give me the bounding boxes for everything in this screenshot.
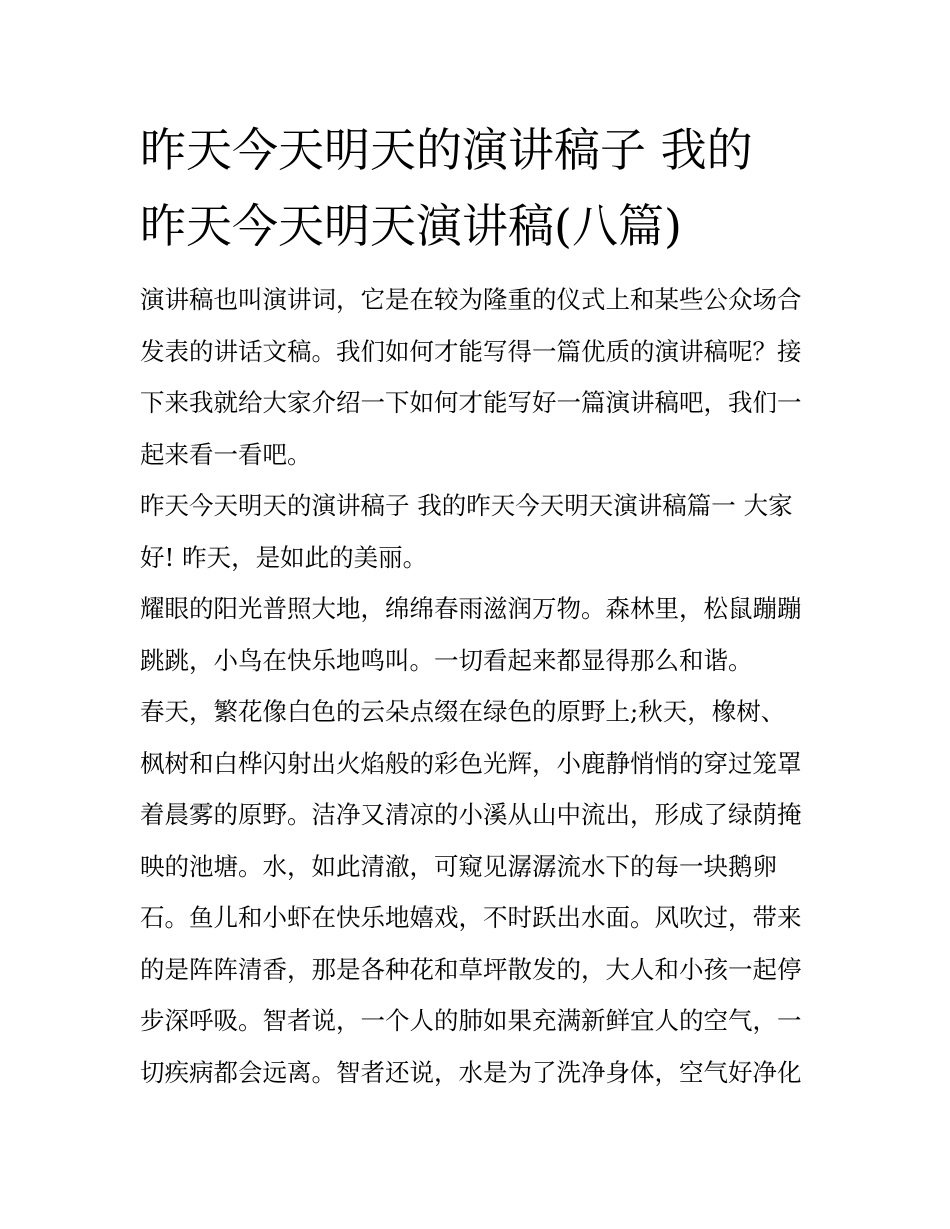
document-title: 昨天今天明天的演讲稿子 我的 昨天今天明天演讲稿(八篇): [140, 123, 753, 253]
paragraph-seasons: 春天，繁花像白色的云朵点缀在绿色的原野上;秋天，橡树、 枫树和白桦闪射出火焰般的彩色光辉，小鹿静悄悄的穿过笼罩 着晨雾的原野。洁净又清凉的小溪从山中流出，形成了绿荫掩 映的池塘。水，如此清澈，可窥见潺潺流水下的每一块鹅卵 石。鱼儿和小虾在快乐地嬉戏，不时跃出水面。风吹过，带来 的是阵阵清香，那是各种花和草坪散发的，大人和小孩一起停 步深呼吸。智者说，一个人的肺如果充满新鲜宜人的空气，一 切疾病都会远离。智者还说，水是为了洗净身体，空气好净化: [140, 697, 802, 1087]
paragraph-sunshine: 耀眼的阳光普照大地，绵绵春雨滋润万物。森林里，松鼠蹦蹦 跳跳，小鸟在快乐地鸣叫。一切看起来都显得那么和谐。: [140, 594, 802, 675]
paragraph-intro: 演讲稿也叫演讲词，它是在较为隆重的仪式上和某些公众场合 发表的讲话文稿。我们如何才能写得一篇优质的演讲稿呢？接 下来我就给大家介绍一下如何才能写好一篇演讲稿吧，我们一 起来看一看吧。: [140, 285, 802, 469]
document-body: [140, 112, 812, 1098]
paragraph-greeting: 昨天今天明天的演讲稿子 我的昨天今天明天演讲稿篇一 大家 好! 昨天，是如此的美丽。: [140, 491, 793, 572]
